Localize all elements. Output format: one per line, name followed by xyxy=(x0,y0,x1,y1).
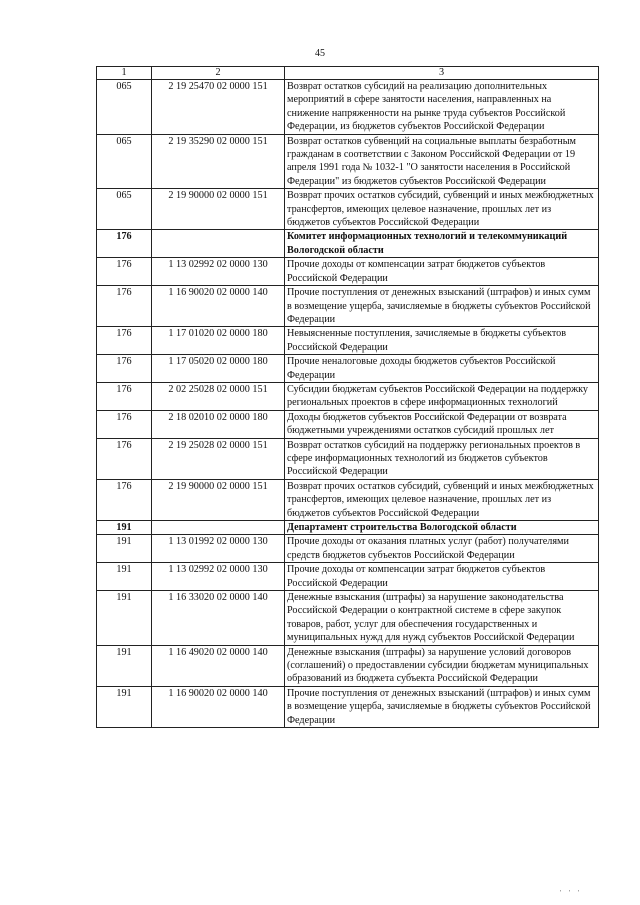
section-header-row xyxy=(97,521,599,535)
admin-code-cell: 065 xyxy=(97,189,152,230)
admin-code-cell: 191 xyxy=(97,645,152,686)
table-row xyxy=(97,591,599,646)
table-row xyxy=(97,134,599,189)
description-cell: Невыясненные поступления, зачисляемые в бюджеты субъектов Российской Федерации xyxy=(285,327,599,355)
description-cell: Прочие поступления от денежных взысканий (штрафов) и иных сумм в возмещение ущерба, зачисляемые в бюджеты субъектов Российской Федерации xyxy=(285,286,599,327)
description-cell: Прочие доходы от оказания платных услуг (работ) получателями средств бюджетов субъектов Российской Федерации xyxy=(285,535,599,563)
revenue-code-cell xyxy=(152,521,285,535)
table-row xyxy=(97,438,599,479)
description-cell: Прочие доходы от компенсации затрат бюджетов субъектов Российской Федерации xyxy=(285,258,599,286)
description-cell: Возврат прочих остатков субсидий, субвенций и иных межбюджетных трансфертов, имеющих целевое назначение, прошлых лет из бюджетов субъектов Российской Федерации xyxy=(285,479,599,520)
table-row xyxy=(97,355,599,383)
admin-code-cell: 065 xyxy=(97,134,152,189)
admin-code-cell: 176 xyxy=(97,438,152,479)
description-cell: Субсидии бюджетам субъектов Российской Федерации на поддержку региональных проектов в сфере информационных технологий xyxy=(285,382,599,410)
description-cell: Возврат остатков субсидий на реализацию дополнительных мероприятий в сфере занятости населения, направленных на снижение напряженности на рынке труда субъектов Российской Федерации, из бюджетов субъектов Российской Федерации xyxy=(285,80,599,135)
description-cell: Доходы бюджетов субъектов Российской Федерации от возврата бюджетными учреждениями остатков субсидий прошлых лет xyxy=(285,410,599,438)
table-row xyxy=(97,382,599,410)
revenue-code-cell: 1 16 90020 02 0000 140 xyxy=(152,286,285,327)
table-row xyxy=(97,563,599,591)
table-row xyxy=(97,80,599,135)
admin-code-cell: 176 xyxy=(97,327,152,355)
revenue-code-cell: 1 17 05020 02 0000 180 xyxy=(152,355,285,383)
revenue-code-cell: 1 13 01992 02 0000 130 xyxy=(152,535,285,563)
column-header-2: 2 xyxy=(152,67,285,80)
revenue-code-cell: 2 19 90000 02 0000 151 xyxy=(152,479,285,520)
description-cell: Прочие неналоговые доходы бюджетов субъектов Российской Федерации xyxy=(285,355,599,383)
description-cell: Возврат остатков субсидий на поддержку региональных проектов в сфере информационных технологий из бюджетов субъектов Российской Федерации xyxy=(285,438,599,479)
table-row xyxy=(97,327,599,355)
admin-code-cell: 191 xyxy=(97,521,152,535)
admin-code-cell: 191 xyxy=(97,563,152,591)
table-row xyxy=(97,410,599,438)
admin-code-cell: 191 xyxy=(97,535,152,563)
admin-code-cell: 176 xyxy=(97,382,152,410)
revenue-code-cell: 1 17 01020 02 0000 180 xyxy=(152,327,285,355)
admin-code-cell: 191 xyxy=(97,591,152,646)
admin-code-cell: 176 xyxy=(97,355,152,383)
description-cell: Прочие поступления от денежных взысканий (штрафов) и иных сумм в возмещение ущерба, зачисляемые в бюджеты субъектов Российской Федерации xyxy=(285,686,599,727)
revenue-codes-table xyxy=(96,66,599,728)
revenue-code-cell: 2 19 90000 02 0000 151 xyxy=(152,189,285,230)
revenue-code-cell: 2 19 35290 02 0000 151 xyxy=(152,134,285,189)
admin-code-cell: 065 xyxy=(97,80,152,135)
admin-code-cell: 176 xyxy=(97,230,152,258)
revenue-code-cell: 1 16 33020 02 0000 140 xyxy=(152,591,285,646)
description-cell: Возврат прочих остатков субсидий, субвенций и иных межбюджетных трансфертов, имеющих целевое назначение, прошлых лет из бюджетов субъектов Российской Федерации xyxy=(285,189,599,230)
column-header-1: 1 xyxy=(97,67,152,80)
table-row xyxy=(97,645,599,686)
table-row xyxy=(97,686,599,727)
revenue-code-cell: 1 13 02992 02 0000 130 xyxy=(152,258,285,286)
table-row xyxy=(97,189,599,230)
admin-code-cell: 176 xyxy=(97,286,152,327)
revenue-code-cell: 1 16 49020 02 0000 140 xyxy=(152,645,285,686)
admin-code-cell: 176 xyxy=(97,410,152,438)
revenue-code-cell: 2 19 25470 02 0000 151 xyxy=(152,80,285,135)
revenue-code-cell xyxy=(152,230,285,258)
admin-code-cell: 176 xyxy=(97,258,152,286)
description-cell: Комитет информационных технологий и телекоммуникаций Вологодской области xyxy=(285,230,599,258)
page-number: 45 xyxy=(315,48,325,59)
table-row xyxy=(97,535,599,563)
revenue-code-cell: 2 18 02010 02 0000 180 xyxy=(152,410,285,438)
revenue-code-cell: 1 16 90020 02 0000 140 xyxy=(152,686,285,727)
section-header-row xyxy=(97,230,599,258)
table-row xyxy=(97,286,599,327)
column-header-3: 3 xyxy=(285,67,599,80)
description-cell: Денежные взыскания (штрафы) за нарушение условий договоров (соглашений) о предоставлении субсидии бюджетам муниципальных образований из бюджета субъекта Российской Федерации xyxy=(285,645,599,686)
table-body xyxy=(97,80,599,728)
scan-marks: ' ' ' xyxy=(559,889,582,897)
description-cell: Денежные взыскания (штрафы) за нарушение законодательства Российской Федерации о контрактной системе в сфере закупок товаров, работ, услуг для обеспечения государственных и муниципальных нужд для нужд субъектов Российской Федерации xyxy=(285,591,599,646)
admin-code-cell: 191 xyxy=(97,686,152,727)
admin-code-cell: 176 xyxy=(97,479,152,520)
revenue-code-cell: 2 02 25028 02 0000 151 xyxy=(152,382,285,410)
description-cell: Возврат остатков субвенций на социальные выплаты безработным гражданам в соответствии с Законом Российской Федерации от 19 апреля 1991 года № 1032-1 "О занятости населения в Российской Федерации" из бюджетов субъектов Российской Федерации xyxy=(285,134,599,189)
table-header-row xyxy=(97,67,599,80)
description-cell: Прочие доходы от компенсации затрат бюджетов субъектов Российской Федерации xyxy=(285,563,599,591)
table-row xyxy=(97,258,599,286)
revenue-code-cell: 1 13 02992 02 0000 130 xyxy=(152,563,285,591)
table-row xyxy=(97,479,599,520)
revenue-code-cell: 2 19 25028 02 0000 151 xyxy=(152,438,285,479)
description-cell: Департамент строительства Вологодской области xyxy=(285,521,599,535)
